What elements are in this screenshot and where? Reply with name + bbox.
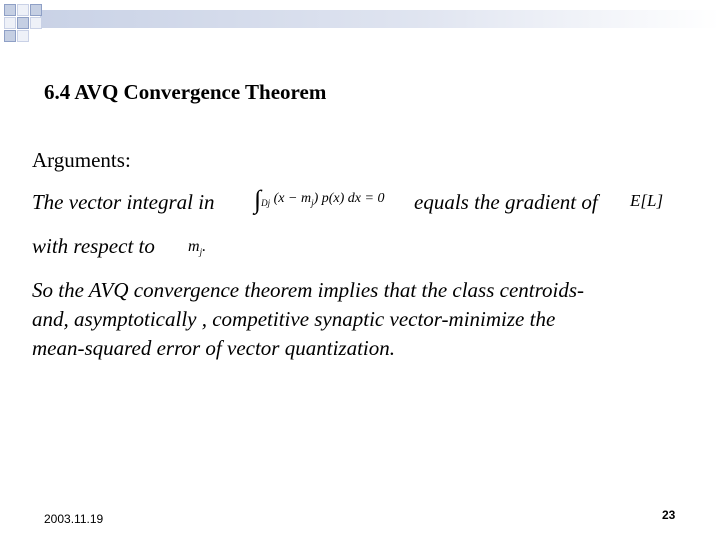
decor-square [4, 4, 16, 16]
decor-square [4, 30, 16, 42]
decor-square [4, 17, 16, 29]
respect-to-text: with respect to [32, 234, 155, 258]
conclusion-line-1: So the AVQ convergence theorem implies that the class centroids- [32, 278, 585, 302]
gradient-text: equals the gradient of [414, 190, 598, 214]
decor-square [30, 17, 42, 29]
decor-square [17, 30, 29, 42]
decor-square [17, 4, 29, 16]
conclusion-line-3: mean-squared error of vector quantization. [32, 336, 395, 360]
header-gradient-bar [40, 10, 720, 28]
centroid-symbol: $m_j$. [188, 238, 207, 257]
page-number: 23 [662, 508, 676, 522]
footer-date: 2003.11.19 [44, 512, 104, 526]
decor-square [30, 4, 42, 16]
arguments-label: Arguments: [32, 148, 131, 172]
conclusion-line-2: and, asymptotically , competitive synaptic vector-minimize the [32, 307, 556, 331]
slide-title: 6.4 AVQ Convergence Theorem [44, 80, 327, 104]
integral-equation: $\int_{Dj}$ $(x - m_j)$ p(x) dx = 0 [254, 185, 385, 214]
decor-square [17, 17, 29, 29]
vector-integral-text: The vector integral in [32, 190, 215, 214]
expected-loss-symbol: E[L] [630, 191, 664, 210]
